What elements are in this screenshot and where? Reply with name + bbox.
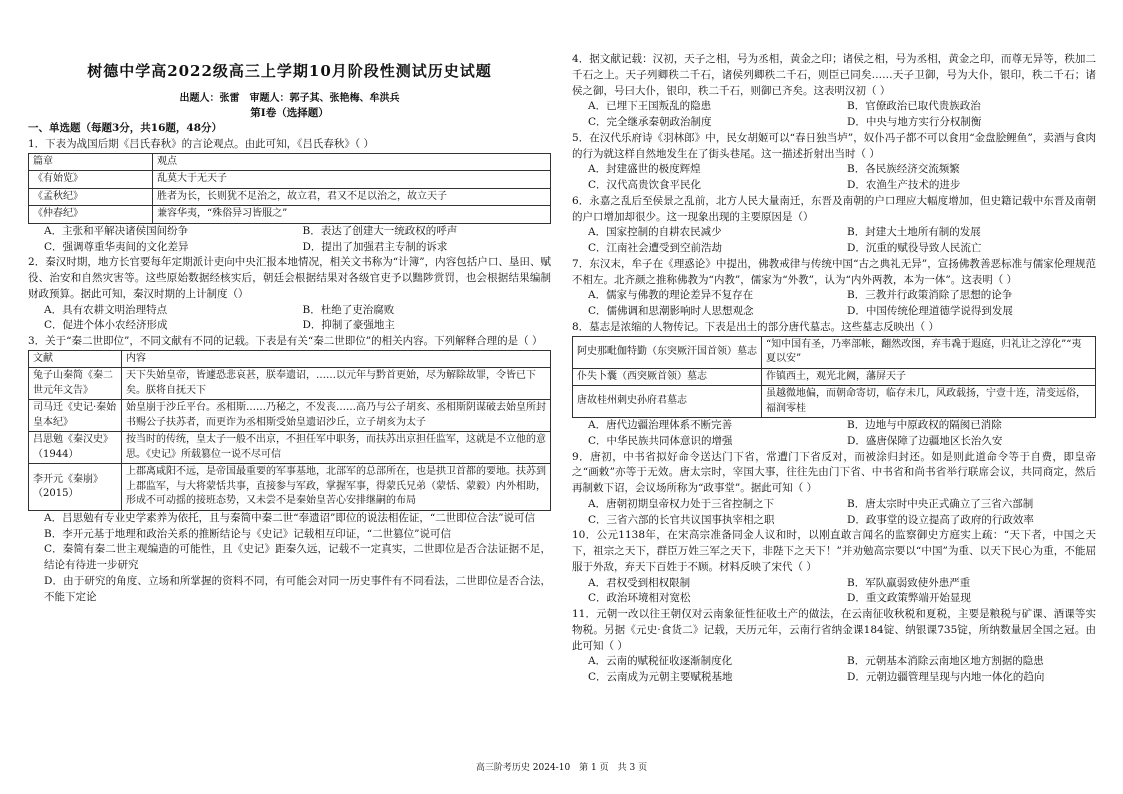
option-c[interactable]: C．秦简有秦二世主观编造的可能性，且《史记》距秦久远，记载不一定真实，二世即位是否合法证据不足，结论有待进一步研究 — [44, 543, 551, 571]
table-cell: 兔子山秦简《秦二世元年文告》 — [29, 368, 122, 400]
question-3-stem: 3．关于“秦二世即位”，不同文献有不同的记载。下表是有关“秦二世即位”的相关内容。下列解释合理的是（ ） — [28, 335, 543, 347]
option-c[interactable]: C．政治环境相对宽松 — [588, 592, 691, 605]
table-cell: 阿史那毗伽特勤（东突厥汗国首领）墓志 — [573, 336, 762, 368]
question-9-stem: 9．唐初，中书省拟好命令送达门下省，常遭门下省反对，而被涂归封还。如是则此道命令等于自费，即皇帝之“画敕”亦等于无效。唐太宗时，宰国大事，往往先由门下省、中书省和尚书省举行联席会议，共同商定，然后再制敕下诏，会议场所称为“政事堂”。据此可知（ ） — [572, 450, 1096, 494]
table-cell: 司马迁《史记·秦始皇本纪》 — [29, 400, 122, 432]
table-row — [29, 464, 551, 511]
option-b[interactable]: B．三教并行政策消除了思想的论争 — [847, 289, 1013, 302]
question-6-options — [572, 225, 1096, 257]
option-c[interactable]: C．云南成为元朝主要赋税基地 — [588, 671, 733, 683]
table-header-cell: 文献 — [29, 350, 122, 368]
option-d[interactable]: D．中国传统伦理道德学说得到发展 — [847, 305, 1013, 317]
table-cell: 作镇西土，观光北阙，藩屏天子 — [762, 368, 1096, 386]
table-cell: 兼容华夷，“殊俗异习皆服之” — [153, 206, 551, 224]
table-cell: 仆失卜囊（西突厥首领）墓志 — [573, 368, 762, 386]
table-row — [29, 206, 551, 224]
question-8-options — [572, 418, 1096, 450]
table-row — [573, 336, 1096, 368]
table-cell: 按当时的传统，皇太子一般不出京，不担任军中职务，而扶苏出京担任监军，这就是不立他的意思。《史记》所载篡位一说不尽可信 — [122, 432, 551, 464]
option-a[interactable]: A．国家控制的自耕农民减少 — [588, 226, 722, 239]
question-7-stem: 7．东汉末，牟子在《理惑论》中提出，佛教戒律与传统中国“古之典礼无异”，宣扬佛教善恶标准与儒家伦理规范不相左。北齐颜之推称佛教为“内教”，儒家为“外教”，认为“内外两教，本为一体”。这表明（ ） — [572, 257, 1096, 286]
option-c[interactable]: C．江南社会遭受到空前浩劫 — [588, 242, 723, 254]
question-8-stem: 8．墓志是浓缩的人物传记。下表是出土的部分唐代墓志。这些墓志反映出（ ） — [572, 320, 940, 333]
table-cell: “知中国有圣，乃率部帐，翻然改图，弃韦毳于遐庭，归礼让之淳化”“夷夏以安” — [762, 336, 1096, 368]
page-footer: 高三阶考历史 2024-10 第 1 页 共 3 页 — [475, 763, 648, 773]
question-11-stem: 11．元朝一改以往王朝仅对云南象征性征收土产的做法，在云南征收秋税和夏税，主要是粮税与矿课、酒课等实物税。另据《元史·食货二》记载，天历元年，云南行省纳金课184锭、纳银课735锭，所纳数量居全国之冠。由此可知（ ） — [572, 608, 1096, 652]
option-c[interactable]: C．儒佛调和思潮影响时人思想观念 — [588, 305, 754, 317]
option-a[interactable]: A．云南的赋税征收逐渐制度化 — [588, 655, 733, 668]
option-a[interactable]: A．唐朝初期皇帝权力处于三省控制之下 — [588, 497, 775, 510]
table-row — [29, 368, 551, 400]
table-cell: 乱莫大于无天子 — [153, 171, 551, 189]
right-column — [572, 52, 1096, 686]
option-b[interactable]: B．各民族经济交流频繁 — [847, 163, 960, 176]
question-4-stem: 4．据文献记载：汉初，天子之相，号为丞相，黄金之印；诸侯之相，号为丞相，黄金之印，而尊无异等，秩加二千石之上。天子列卿秩二千石，诸侯列卿秩二千石，则臣已同矣……天子卫御，号为大仆，银印，秩二千石；诸侯之御，号曰大仆，银印，秩二千石，则御已齐矣。这表明汉初（ ） — [572, 53, 1096, 97]
table-cell: 唐故桂州刺史孙府君墓志 — [573, 386, 762, 418]
option-b[interactable]: B．边地与中原政权的隔阂已消除 — [847, 419, 1002, 431]
option-d[interactable]: D．盛唐保障了边疆地区长治久安 — [847, 434, 1003, 447]
table-row — [573, 368, 1096, 386]
option-d[interactable]: D．元朝边疆管理呈现与内地一体化的趋向 — [847, 671, 1045, 683]
option-d[interactable]: D．沉重的赋役导致人民流亡 — [847, 242, 982, 254]
question-5-stem: 5．在汉代乐府诗《羽林郎》中，民女胡姬可以“春日独当垆”，奴仆冯子都不可以食用“金盘脍鲤鱼”，卖酒与食肉的行为就这样自然地发生在了街头巷尾。这一描述折射出当时（ ） — [572, 131, 1096, 160]
option-b[interactable]: B．表达了创建大一统政权的呼声 — [302, 224, 458, 237]
option-d[interactable]: D．重文政策弊端开始显现 — [847, 592, 971, 605]
option-b[interactable]: B．元朝基本消除云南地区地方割据的隐患 — [847, 655, 1044, 668]
question-7-options — [572, 288, 1096, 320]
table-cell: 《仲春纪》 — [29, 206, 153, 224]
table-cell: 虽越微地偏，而朝命寄切，临存未几，风政载扬，宁壹十连，清变远俗，福润零桂 — [762, 386, 1096, 418]
table-header-row — [29, 350, 551, 368]
question-10-options — [572, 576, 1096, 608]
table-header-row — [29, 153, 551, 171]
table-row — [29, 432, 551, 464]
question-5-options — [572, 162, 1096, 194]
table-header-cell: 内容 — [122, 350, 551, 368]
left-column — [28, 0, 551, 605]
exam-authors: 出题人：张雷 审题人：郭子其、张艳梅、牟洪兵 — [179, 92, 400, 104]
table-header-cell: 篇章 — [29, 153, 153, 171]
option-a[interactable]: A．唐代边疆治理体系不断完善 — [588, 419, 733, 431]
option-c[interactable]: C．三省六部的长官共议国事执宰相之职 — [588, 513, 775, 526]
question-1-table — [28, 153, 551, 224]
table-cell: 天下失始皇帝，皆遽恐悲哀甚，朕奉遗诏，……以元年与黔首更始，尽为解除故罪，令皆已下矣。朕将自抚天下 — [122, 368, 551, 400]
option-b[interactable]: B．唐太宗时中央正式确立了三省六部制 — [847, 497, 1034, 510]
question-8-table — [572, 336, 1096, 419]
option-a[interactable]: A．已埋下王国叛乱的隐患 — [588, 100, 712, 113]
option-a[interactable]: A．封建盛世的极度辉煌 — [588, 163, 701, 176]
question-6-stem: 6．永嘉之乱后至侯景之乱前，北方人民大量南迁，东晋及南朝的户口理应大幅度增加，但史籍记载中东晋及南朝的户口增加却很少。这一现象出现的主要原因是（） — [572, 194, 1096, 223]
exam-title: 树德中学高2022级高三上学期10月阶段性测试历史试题 — [87, 62, 492, 80]
option-a[interactable]: A．主张和平解决诸侯国间纷争 — [44, 224, 189, 237]
table-cell: 吕思勉《秦汉史》（1944） — [29, 432, 122, 464]
question-9-options — [572, 497, 1096, 529]
question-2-options — [28, 303, 551, 335]
option-b[interactable]: B．官僚政治已取代贵族政治 — [847, 100, 981, 113]
table-cell: 始皇崩于沙丘平台。丞相斯……乃秘之，不发丧……高乃与公子胡亥、丞相斯阴谋破去始皇所封书赐公子扶苏者，而更诈为丞相斯受始皇遗诏沙丘，立子胡亥为太子 — [122, 400, 551, 432]
volume-heading: 第Ⅰ卷（选择题） — [250, 106, 329, 119]
question-1-options — [28, 224, 551, 256]
option-d[interactable]: D．由于研究的角度、立场和所掌握的资料不同，有可能会对同一历史事件有不同看法，二世即位是否合法，不能下定论 — [44, 574, 551, 603]
question-10-stem: 10．公元1138年，在宋高宗准备同金人议和时，以刚直敢言闻名的监察御史方庭实上疏：“天下者，中国之天下，祖宗之天下，群臣万姓三军之天下，非陛下之天下！”并劝勉高宗要以“中国”为重、以天下民心为重，不能屈服于外敌，弃天下百姓于不顾。材料反映了宋代（ ） — [572, 529, 1096, 573]
table-cell: 胜者为长，长则犹不足治之，故立君，君又不足以治之，故立天子 — [153, 188, 551, 206]
table-header-cell: 观点 — [153, 153, 551, 171]
section-heading: 一、单选题（每题3分，共16题，48分） — [28, 122, 223, 135]
question-4-options — [572, 99, 1096, 131]
option-d[interactable]: D．抑制了豪强地主 — [302, 319, 395, 332]
option-d[interactable]: D．中央与地方实行分权制衡 — [847, 116, 982, 128]
option-d[interactable]: D．提出了加强君主专制的诉求 — [302, 240, 448, 253]
question-2-stem: 2．秦汉时期，地方长官要每年定期派计吏向中央汇报本地情况，相关文书称为“计簿”，内容包括户口、垦田、赋役、治安和自然灾害等。这些原始数据经核实后，朝廷会根据结果对各级官吏予以黜陟赏罚，也会根据结果编制财政预算。据此可知，秦汉时期的上计制度（） — [28, 256, 551, 300]
option-a[interactable]: A．儒家与佛教的理论差异不复存在 — [588, 289, 754, 302]
option-b[interactable]: B．军队羸弱致使外患严重 — [847, 576, 971, 589]
question-11-options — [572, 654, 1096, 686]
table-cell: 《有始览》 — [29, 171, 153, 189]
option-c[interactable]: C．汉代高贵饮食平民化 — [588, 179, 702, 191]
option-c[interactable]: C．完全继承秦朝政治制度 — [588, 116, 712, 128]
table-cell: 《孟秋纪》 — [29, 188, 153, 206]
option-a[interactable]: A．具有农耕文明治理特点 — [44, 303, 168, 316]
option-c[interactable]: C．强调尊重华夷间的文化差异 — [44, 240, 189, 253]
option-b[interactable]: B．杜绝了吏治腐败 — [302, 303, 395, 316]
option-d[interactable]: D．政事堂的设立提高了政府的行政效率 — [847, 513, 1034, 526]
option-b[interactable]: B．封建大土地所有制的发展 — [847, 226, 981, 239]
question-1-stem: 1．下表为战国后期《吕氏春秋》的言论观点。由此可知，《吕氏春秋》（ ） — [28, 138, 375, 150]
table-row — [573, 386, 1096, 418]
option-a[interactable]: A．吕思勉有专业史学素养为依托，且与秦简中秦二世“奉遗诏”即位的说法相佐证，“二世即位合法”说可信 — [44, 511, 536, 524]
question-3-table — [28, 350, 551, 511]
option-c[interactable]: C．中华民族共同体意识的增强 — [588, 434, 733, 447]
table-cell: 上郡离咸阳不远，是帝国最重要的军事基地，北部军的总部所在，也是拱卫首都的要地。扶苏到上郡监军，与大将蒙恬共事，直接参与军政，掌握军事，得蒙氏兄弟（蒙恬、蒙毅）内外相助，形成不可动摇的接班态势，又未尝不是秦始皇苦心安排继嗣的布局 — [122, 464, 551, 511]
option-c[interactable]: C．促进个体小农经济形成 — [44, 319, 168, 332]
option-b[interactable]: B．李开元基于地理和政治关系的推断结论与《史记》记载相互印证，“二世篡位”说可信 — [44, 527, 451, 540]
option-a[interactable]: A．君权受到相权限制 — [588, 576, 691, 589]
table-cell: 李开元《秦崩》（2015） — [29, 464, 122, 511]
option-d[interactable]: D．农渔生产技术的进步 — [847, 179, 961, 191]
table-row — [29, 188, 551, 206]
table-row — [29, 171, 551, 189]
table-row — [29, 400, 551, 432]
